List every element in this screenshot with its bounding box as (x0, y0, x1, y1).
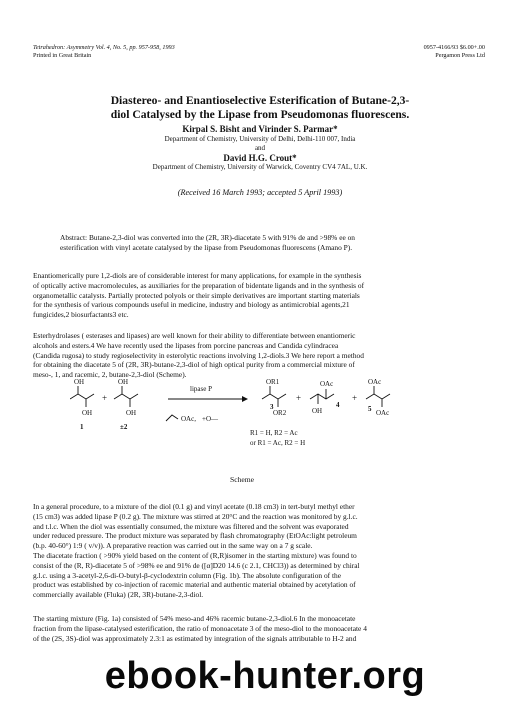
text-line: and t.l.c. When the diol was essentially consumed, the mixture was filtered and the solvent was evaporated (33, 521, 349, 531)
text-line: The diacetate fraction ( >90% yield based on the content of (R,R)isomer in the starting mixture) was found to (33, 550, 357, 560)
abstract (60, 233, 465, 253)
text-line: meso-, 1, and racemic, 2, butane-2,3-diol (Scheme). (33, 370, 187, 380)
compound-2 (114, 378, 138, 431)
r-definition-2: or R1 = Ac, R2 = H (250, 439, 306, 447)
paragraph-esterhydrolases (33, 331, 488, 380)
author-names-2: David H.G. Crout* (223, 152, 297, 163)
oh-label: OH (74, 378, 85, 386)
compound-1-label: 1 (80, 423, 84, 431)
plus-sign: + (352, 393, 358, 403)
title-line-2: diol Catalysed by the Lipase from Pseudomonas fluorescens. (110, 108, 410, 121)
text-line: fraction from the lipase-catalysed esterification, the ratio of monoacetate 3 of the meso-diol to the monoacetate 4 (33, 623, 367, 633)
text-line: for the synthesis of various compounds useful in medicine, industry and biology as antimicrobial agents,21 (33, 300, 350, 310)
paragraph-procedure (33, 502, 488, 600)
text-line: organometallic catalysts. Partially protected polyols or their simple derivatives are important starting materials (33, 290, 360, 300)
paragraph-results (33, 614, 488, 643)
author-names-1: Kirpal S. Bisht and Virinder S. Parmar* (182, 124, 338, 134)
abstract-line: Abstract: Butane-2,3-diol was converted into the (2R, 3R)-diacetate 5 with 91% de and >98% ee on (60, 233, 355, 242)
text-line: (15 cm3) was added lipase P (0.2 g). The mixture was stirred at 20°C and the reaction was monitored by g.l.c. (33, 511, 358, 521)
issn-price: 0957-4166/93 $6.00+.00 (423, 44, 485, 51)
lipase-label: lipase P (190, 385, 212, 393)
oh-label: OH (82, 409, 93, 417)
oh-label: OH (118, 378, 129, 386)
text-line: Esterhydrolases ( esterases and lipases) are well known for their ability to differentiate between enantiomeric (33, 331, 356, 340)
compound-4-label: 4 (336, 401, 340, 409)
text-line: The starting mixture (Fig. 1a) consisted of 54% meso-and 46% racemic butane-2,3-diol.6 In the monoacetate (33, 614, 356, 623)
journal-citation: Tetrahedron: Asymmetry Vol. 4, No. 5, pp. 957-958, 1993 (33, 44, 175, 51)
text-line: under reduced pressure. The product mixture was separated by flash chromatography (EtOAc:light petroleum (33, 531, 357, 541)
arrow-head (242, 396, 248, 402)
journal-header (33, 44, 175, 60)
scheme-caption: Scheme (230, 475, 255, 484)
affiliation-1: Department of Chemistry, University of Delhi, Delhi-110 007, India (164, 134, 356, 143)
or1-label: OR1 (266, 378, 280, 386)
r-definition-1: R1 = H, R2 = Ac (250, 429, 298, 437)
oac-label: OAc (368, 378, 382, 386)
compound-3 (262, 378, 287, 417)
printed-in: Printed in Great Britain (33, 52, 92, 59)
title-line-1: Diastereo- and Enantioselective Esterification of Butane-2,3- (110, 94, 410, 107)
tbme-label: +O— (202, 415, 219, 423)
paragraph-intro (33, 271, 488, 320)
oac-label: OAc (376, 409, 390, 417)
text-line: Enantiomerically pure 1,2-diols are of considerable interest for many applications, for example in the synthesis (33, 271, 362, 280)
publisher: Pergamon Press Ltd (435, 52, 485, 59)
author-block (40, 125, 480, 173)
paper-title (40, 94, 480, 122)
abstract-line: esterification with vinyl acetate catalysed by the lipase from Pseudomonas fluorescens (Amano P). (60, 243, 353, 252)
compound-2-label: ±2 (120, 423, 128, 431)
text-line: commercially available (Fluka) (2R, 3R)-butane-2,3-diol. (33, 590, 204, 600)
compound-1 (70, 378, 94, 431)
text-line: product was established by co-injection of racemic material and authentic material obtained by acetylation of (33, 580, 356, 590)
plus-sign: + (296, 393, 302, 403)
oh-label: OH (126, 409, 137, 417)
text-line: fungicides,2 biosurfactants3 etc. (33, 310, 129, 320)
compound-3-label: 3 (270, 403, 274, 411)
text-line: alcohols and esters.4 We have recently used the lipases from porcine pancreas and Candida cylindracea (33, 340, 339, 350)
and-separator: and (254, 144, 266, 153)
text-line: of optically active macromolecules, as auxiliaries for the preparation of bidentate ligands and in the synthesis of (33, 280, 365, 290)
text-line: (b.p. 40-60°) 1:9 ( v/v)). A preparative reaction was carried out in the same way on a 7 g scale. (33, 541, 313, 551)
text-line: (Candida rugosa) to study regioselectivity in esterolytic reactions involving 1,2-diols.3 We here report a method (33, 350, 364, 360)
or2-label: OR2 (273, 409, 287, 417)
text-line: g.l.c. using a 3-acetyl-2,6-di-O-butyl-β-cyclodextrin column (Fig. 1b). The absolute configuration of the (33, 570, 341, 580)
compound-5-label: 5 (368, 405, 372, 413)
text-line: of the (2S, 3S)-diol was approximately 2.3:1 as estimated by integration of the signals attributable to H-2 and (33, 633, 357, 643)
compound-4 (310, 380, 340, 415)
reaction-scheme (70, 377, 460, 472)
oh-label: OH (312, 407, 323, 415)
vinyl-acetate-label: OAc, (181, 415, 196, 423)
plus-sign: + (102, 393, 108, 403)
publisher-header (424, 44, 485, 60)
oac-label: OAc (320, 380, 334, 388)
received-dates: (Received 16 March 1993; accepted 5 April 1993) (177, 188, 343, 197)
text-line: consist of the (R, R)-diacetate 5 of >98% ee and 91% de ([α]D20 14.6 (c 2.1, CHCl3)) as determined by chiral (33, 560, 360, 570)
text-line: In a general procedure, to a mixture of the diol (0.1 g) and vinyl acetate (0.18 cm3) in tert-butyl methyl ether (33, 502, 355, 511)
compound-5 (366, 378, 390, 417)
text-line: for obtaining the diacetate 5 of (2R, 3R)-butane-2,3-diol of high optical purity from a commercial mixture of (33, 360, 355, 370)
affiliation-2: Department of Chemistry, University of Warwick, Coventry CV4 7AL, U.K. (152, 163, 368, 172)
watermark: ebook-hunter.org (104, 655, 426, 697)
vinyl-group (166, 415, 178, 421)
